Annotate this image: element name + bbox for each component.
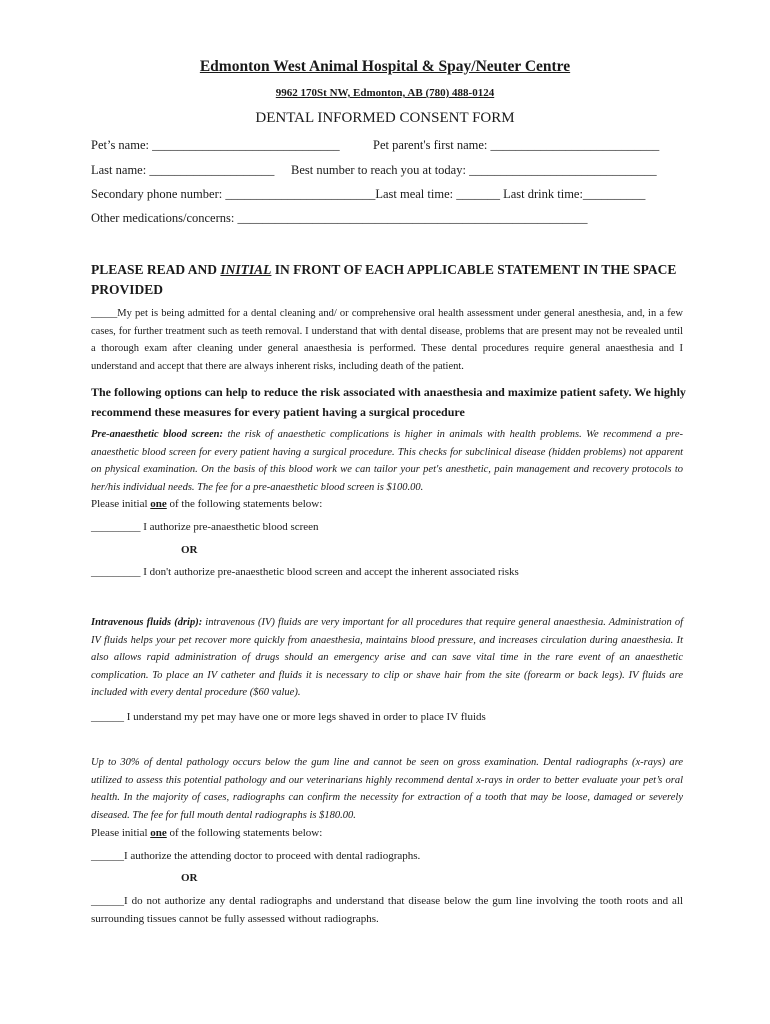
blood-authorize-line[interactable]: _________ I authorize pre-anaesthetic blood screen (91, 521, 319, 533)
admission-statement[interactable]: _____My pet is being admitted for a dental cleaning and/ or comprehensive oral health assessment under general anesthesia, and, in a few cases, for further treatment such as teeth removal. I understand that with dental disease, problems that are present may not be revealed until a thorough exam after cleaning under general anaesthesia is performed. These dental procedures require general anaesthesia and I understand and accept that there are always inherent risks, including death of the patient. (91, 308, 683, 372)
blood-screen-label: Pre-anaesthetic blood screen: (91, 429, 224, 440)
heading-part-1: PLEASE READ AND (91, 262, 221, 277)
blood-decline-line[interactable]: _________ I don't authorize pre-anaesthetic blood screen and accept the inherent associated risks (91, 566, 519, 578)
or-label-2: OR (181, 872, 198, 884)
or-label-1: OR (181, 544, 198, 556)
parent-first-name-field[interactable]: Pet parent's first name: ___________________________ (373, 138, 660, 152)
initial-suffix-2: of the following statements below: (166, 827, 323, 839)
other-medications-field[interactable]: Other medications/concerns: ________________________________________________________ (91, 211, 588, 225)
iv-fluids-paragraph (91, 614, 683, 702)
xray-initial-instruction (91, 827, 322, 839)
iv-understand-line[interactable]: ______ I understand my pet may have one or more legs shaved in order to place IV fluids (91, 711, 486, 723)
initial-one: one (150, 498, 167, 510)
heading-part-2: IN FRONT OF EACH APPLICABLE STATEMENT IN THE SPACE PROVIDED (91, 262, 677, 297)
pets-name-field[interactable]: Pet’s name: ______________________________ (91, 138, 340, 152)
heading-initial: INITIAL (220, 262, 272, 277)
initial-prefix-2: Please initial (91, 827, 151, 839)
best-number-field[interactable]: Best number to reach you at today: ______________________________ (291, 163, 657, 177)
xray-paragraph: Up to 30% of dental pathology occurs below the gum line and cannot be seen on gross examination. Dental radiographs (x-rays) are utilized to assess this potential pathology and our veterinarians highly recommend dental x-rays in order to better evaluate your pet’s oral health. In the majority of cases, radiographs can confirm the necessity for extraction of a tooth that may be loose, damaged or severely diseased. The fee for full mouth dental radiographs is $180.00. (91, 757, 683, 821)
last-name-field[interactable]: Last name: ____________________ (91, 163, 275, 177)
xray-decline-line[interactable]: ______I do not authorize any dental radiographs and understand that disease below the gum line involving the tooth roots and all surrounding tissues cannot be fully assessed without radiographs. (91, 895, 683, 925)
xray-authorize-line[interactable]: ______I authorize the attending doctor to proceed with dental radiographs. (91, 850, 421, 862)
hospital-name: Edmonton West Animal Hospital & Spay/Neuter Centre (199, 58, 571, 75)
blood-screen-text: the risk of anaesthetic complications is higher in animals with health problems. We recommend a pre- anaesthetic blood screen for every patient having a surgical procedure. This checks for subclinical disease (hidden problems) not apparent on physical examination. On the basis of this blood work we can tailor your pet's anesthetic, pain management and recovery protocols to her/his individual needs. The fee for a pre-anaesthetic blood screen is $100.00. (91, 429, 683, 493)
form-title: DENTAL INFORMED CONSENT FORM (255, 110, 515, 126)
initial-one-2: one (150, 827, 167, 839)
iv-fluids-label: Intravenous fluids (drip): (91, 617, 203, 628)
initial-suffix: of the following statements below: (166, 498, 323, 510)
secondary-phone-field[interactable]: Secondary phone number: ________________________Last meal time: _______ Last drink time:__________ (91, 187, 646, 201)
instructions-heading (91, 260, 691, 300)
blood-screen-paragraph (91, 426, 683, 496)
options-heading: The following options can help to reduce the risk associated with anaesthesia and maximize patient safety. We highly recommend these measures for every patient having a surgical procedure (91, 385, 686, 419)
blood-initial-instruction (91, 498, 322, 510)
hospital-address: 9962 170St NW, Edmonton, AB (780) 488-0124 (275, 87, 495, 99)
iv-fluids-text: intravenous (IV) fluids are very important for all procedures that require general anaesthesia. Administration of IV fluids helps your pet recover more quickly from anaesthesia, maintains blood pressure, and increases circulation during anaesthesia. It also allows rapid administration of drugs should an emergency arise and can save vital time in the rare event of an anaesthetic complication. To place an IV catheter and fluids it is necessary to clip or shave hair from the site (forearm or back legs). IV fluids are included with every dental procedure ($60 value). (91, 617, 684, 698)
initial-prefix: Please initial (91, 498, 151, 510)
